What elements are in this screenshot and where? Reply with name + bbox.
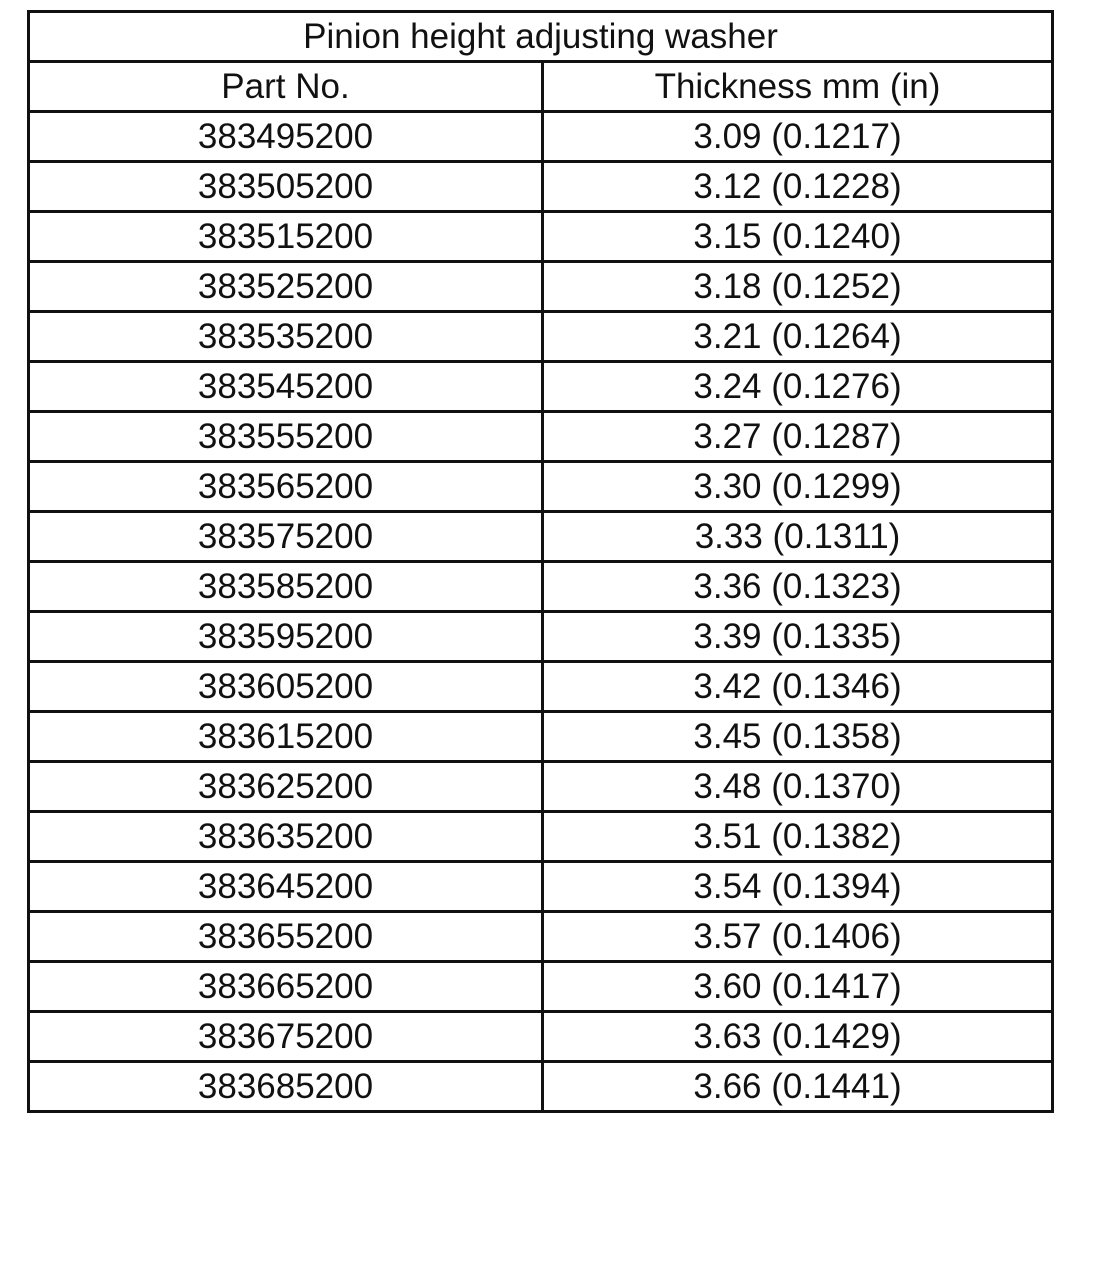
thickness-cell: 3.27 (0.1287) xyxy=(543,412,1053,462)
table-row xyxy=(29,712,1053,762)
thickness-cell: 3.09 (0.1217) xyxy=(543,112,1053,162)
thickness-cell: 3.57 (0.1406) xyxy=(543,912,1053,962)
part-number-cell: 383685200 xyxy=(29,1062,543,1112)
header-row xyxy=(29,62,1053,112)
thickness-cell: 3.15 (0.1240) xyxy=(543,212,1053,262)
thickness-cell: 3.18 (0.1252) xyxy=(543,262,1053,312)
thickness-cell: 3.60 (0.1417) xyxy=(543,962,1053,1012)
thickness-cell: 3.42 (0.1346) xyxy=(543,662,1053,712)
table-row xyxy=(29,412,1053,462)
thickness-cell: 3.12 (0.1228) xyxy=(543,162,1053,212)
part-number-cell: 383625200 xyxy=(29,762,543,812)
thickness-cell: 3.48 (0.1370) xyxy=(543,762,1053,812)
table-row xyxy=(29,662,1053,712)
table-row xyxy=(29,162,1053,212)
part-number-cell: 383585200 xyxy=(29,562,543,612)
table-body xyxy=(29,112,1053,1112)
thickness-cell: 3.39 (0.1335) xyxy=(543,612,1053,662)
table-row xyxy=(29,212,1053,262)
table-row xyxy=(29,1012,1053,1062)
table-row xyxy=(29,462,1053,512)
part-number-cell: 383515200 xyxy=(29,212,543,262)
table-row xyxy=(29,762,1053,812)
table-title: Pinion height adjusting washer xyxy=(29,12,1053,62)
thickness-cell: 3.33 (0.1311) xyxy=(543,512,1053,562)
part-number-cell: 383635200 xyxy=(29,812,543,862)
table-row xyxy=(29,262,1053,312)
part-number-cell: 383615200 xyxy=(29,712,543,762)
part-number-cell: 383675200 xyxy=(29,1012,543,1062)
table-row xyxy=(29,362,1053,412)
table-row xyxy=(29,112,1053,162)
part-number-cell: 383565200 xyxy=(29,462,543,512)
thickness-cell: 3.45 (0.1358) xyxy=(543,712,1053,762)
part-number-cell: 383505200 xyxy=(29,162,543,212)
thickness-cell: 3.36 (0.1323) xyxy=(543,562,1053,612)
table-row xyxy=(29,962,1053,1012)
thickness-cell: 3.63 (0.1429) xyxy=(543,1012,1053,1062)
part-number-cell: 383645200 xyxy=(29,862,543,912)
thickness-cell: 3.51 (0.1382) xyxy=(543,812,1053,862)
thickness-cell: 3.24 (0.1276) xyxy=(543,362,1053,412)
table-row xyxy=(29,812,1053,862)
part-number-cell: 383495200 xyxy=(29,112,543,162)
part-number-cell: 383595200 xyxy=(29,612,543,662)
header-part-no: Part No. xyxy=(29,62,543,112)
table-row xyxy=(29,312,1053,362)
part-number-cell: 383555200 xyxy=(29,412,543,462)
part-number-cell: 383525200 xyxy=(29,262,543,312)
table-row xyxy=(29,612,1053,662)
title-row xyxy=(29,12,1053,62)
header-thickness: Thickness mm (in) xyxy=(543,62,1053,112)
thickness-cell: 3.21 (0.1264) xyxy=(543,312,1053,362)
part-number-cell: 383605200 xyxy=(29,662,543,712)
thickness-cell: 3.66 (0.1441) xyxy=(543,1062,1053,1112)
part-number-cell: 383535200 xyxy=(29,312,543,362)
table-row xyxy=(29,912,1053,962)
part-number-cell: 383655200 xyxy=(29,912,543,962)
thickness-cell: 3.30 (0.1299) xyxy=(543,462,1053,512)
part-number-cell: 383545200 xyxy=(29,362,543,412)
thickness-cell: 3.54 (0.1394) xyxy=(543,862,1053,912)
table-row xyxy=(29,1062,1053,1112)
table-row xyxy=(29,862,1053,912)
part-number-cell: 383665200 xyxy=(29,962,543,1012)
table-row xyxy=(29,562,1053,612)
washer-table xyxy=(27,10,1054,1113)
table-row xyxy=(29,512,1053,562)
part-number-cell: 383575200 xyxy=(29,512,543,562)
